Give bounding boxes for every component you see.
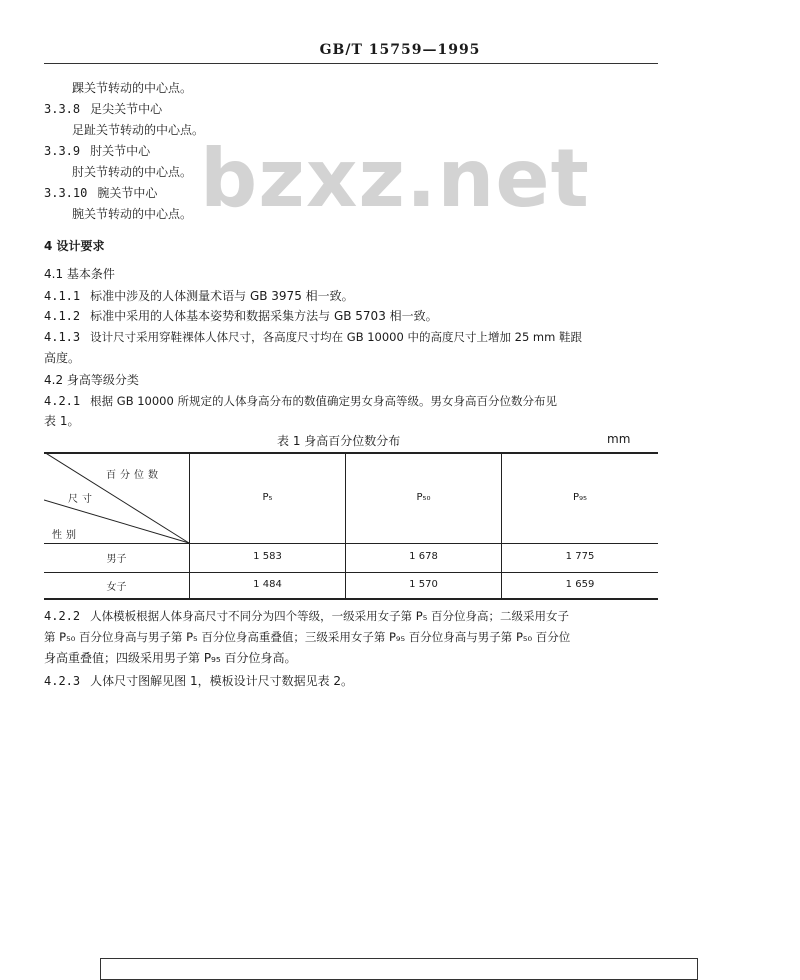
table-col-rule [501,452,502,600]
table-cell: 1 484 [253,579,282,590]
table-cell: 1 570 [409,579,438,590]
section-3-3-9 [44,143,150,159]
section-4-2-3 [44,673,353,689]
height-percentile-table [44,452,658,599]
diagonal-label-percentile: 百分位数 [106,470,162,481]
chapter-heading: 4 设计要求 [44,239,105,253]
text-line: 身高重叠值；四级采用男子第 P₉₅ 百分位身高。 [44,651,297,665]
section-4-1-1 [44,288,354,304]
section-number: 3.3.9 [44,144,81,158]
section-text: 人体模板根据人体身高尺寸不同分为四个等级，一级采用女子第 P₅ 百分位身高；二级采用女子 [90,609,569,623]
row-label-female: 女子 [106,582,127,593]
text-line: 肘关节转动的中心点。 [72,165,193,179]
table-cell: 1 583 [253,551,282,562]
table-col-rule [345,452,346,600]
table-caption: 表 1 身高百分位数分布 [277,434,401,448]
section-number: 4.1.1 [44,289,81,303]
section-title: 足尖关节中心 [90,102,163,116]
text-line: 踝关节转动的中心点。 [72,81,193,95]
text-line: 高度。 [44,351,81,365]
row-label-male: 男子 [106,554,127,565]
text-line: 表 1。 [44,414,80,428]
section-4-2-1 [44,393,557,409]
col-head-p95: P₉₅ [572,492,588,503]
figure-frame [100,958,698,980]
table-cell: 1 775 [565,551,595,562]
section-text: 根据 GB 10000 所规定的人体身高分布的数值确定男女身高等级。男女身高百分位数分布见 [90,394,557,408]
section-number: 4.2.1 [44,394,81,408]
col-head-p50: P₅₀ [416,492,431,503]
text-line: 足趾关节转动的中心点。 [72,123,205,137]
watermark: bzxz.net [200,132,590,225]
section-heading: 4.1 基本条件 [44,267,115,281]
section-3-3-10 [44,185,157,201]
section-number: 4.2.3 [44,674,81,688]
section-3-3-8 [44,101,162,117]
section-number: 3.3.10 [44,186,88,200]
section-text: 标准中采用的人体基本姿势和数据采集方法与 GB 5703 相一致。 [90,309,438,323]
standard-header: GB/T 15759—1995 [319,42,481,58]
header-rule [44,63,658,64]
section-text: 设计尺寸采用穿鞋裸体人体尺寸，各高度尺寸均在 GB 10000 中的高度尺寸上增加 25 mm 鞋跟 [90,330,582,344]
section-text: 标准中涉及的人体测量术语与 GB 3975 相一致。 [90,289,354,303]
diagonal-label-dimension: 尺寸 [68,494,96,505]
section-4-1-3 [44,329,582,345]
col-head-p5: P₅ [262,492,273,503]
section-number: 4.2.2 [44,609,81,623]
table-unit: mm [607,432,631,446]
section-text: 人体尺寸图解见图 1，模板设计尺寸数据见表 2。 [90,674,354,688]
section-4-1-2 [44,308,438,324]
section-number: 4.1.3 [44,330,81,344]
table-row-rule [44,572,658,573]
section-title: 腕关节中心 [97,186,158,200]
section-heading: 4.2 身高等级分类 [44,373,139,387]
table-cell: 1 659 [565,579,595,590]
text-line: 第 P₅₀ 百分位身高与男子第 P₅ 百分位身高重叠值；三级采用女子第 P₉₅ 百分位身高与男子第 P₅₀ 百分位 [44,630,571,644]
table-bottom-rule [44,598,658,600]
text-line: 腕关节转动的中心点。 [72,207,193,221]
section-4-2-2 [44,608,569,624]
section-number: 4.1.2 [44,309,81,323]
diagonal-label-gender: 性别 [52,530,80,541]
table-cell: 1 678 [409,551,438,562]
section-number: 3.3.8 [44,102,81,116]
section-title: 肘关节中心 [90,144,151,158]
